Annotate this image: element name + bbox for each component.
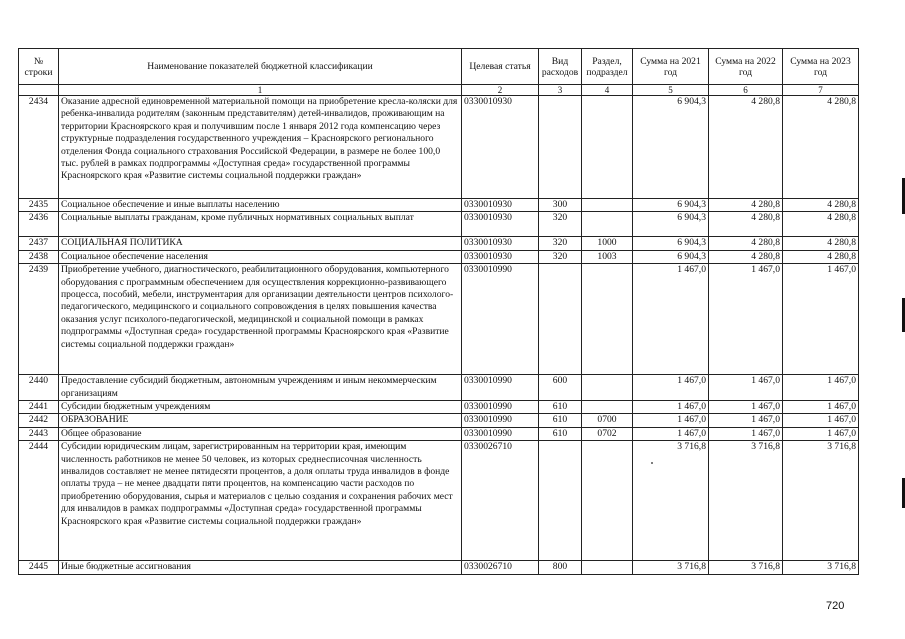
row-sum-2021-cell: 1 467,0 bbox=[633, 427, 709, 440]
row-name-cell: ОБРАЗОВАНИЕ bbox=[59, 414, 462, 427]
row-sum-2021-cell: 1 467,0 bbox=[633, 264, 709, 375]
row-kind-cell: 320 bbox=[539, 250, 582, 263]
row-name-cell: Иные бюджетные ассигнования bbox=[59, 561, 462, 574]
index-cell: 6 bbox=[709, 85, 783, 96]
row-number-cell: 2439 bbox=[19, 264, 59, 375]
index-cell: 7 bbox=[783, 85, 859, 96]
row-sum-2023-cell: 3 716,8 bbox=[783, 441, 859, 561]
row-section-cell: 0700 bbox=[582, 414, 633, 427]
header-row-number: № строки bbox=[19, 49, 59, 85]
row-section-cell bbox=[582, 401, 633, 414]
index-cell: 1 bbox=[59, 85, 462, 96]
row-sum-2022-cell: 4 280,8 bbox=[709, 250, 783, 263]
row-number-cell: 2445 bbox=[19, 561, 59, 574]
row-sum-2022-cell: 4 280,8 bbox=[709, 96, 783, 199]
table-row bbox=[19, 561, 859, 574]
row-target-cell: 0330010930 bbox=[462, 96, 539, 199]
row-sum-2023-cell: 4 280,8 bbox=[783, 96, 859, 199]
table-row bbox=[19, 264, 859, 375]
row-target-cell: 0330010930 bbox=[462, 212, 539, 237]
row-sum-2021-cell: 6 904,3 bbox=[633, 96, 709, 199]
row-section-cell bbox=[582, 561, 633, 574]
row-section-cell bbox=[582, 375, 633, 401]
row-sum-2021-cell: 6 904,3 bbox=[633, 199, 709, 212]
row-target-cell: 0330010930 bbox=[462, 237, 539, 250]
row-number-cell: 2436 bbox=[19, 212, 59, 237]
row-kind-cell bbox=[539, 96, 582, 199]
row-sum-2023-cell: 3 716,8 bbox=[783, 561, 859, 574]
row-number-cell: 2435 bbox=[19, 199, 59, 212]
index-cell: 2 bbox=[462, 85, 539, 96]
row-sum-2022-cell: 1 467,0 bbox=[709, 427, 783, 440]
header-kind: Вид расходов bbox=[539, 49, 582, 85]
row-number-cell: 2437 bbox=[19, 237, 59, 250]
header-name: Наименование показателей бюджетной классификации bbox=[59, 49, 462, 85]
row-number-cell: 2434 bbox=[19, 96, 59, 199]
row-sum-2023-cell: 4 280,8 bbox=[783, 199, 859, 212]
table-row bbox=[19, 401, 859, 414]
row-name-cell: Оказание адресной единовременной материальной помощи на приобретение кресла-коляски для ребенка-инвалида родителям (законным представителям) детей-инвалидов, проживающим на территории Красноярского края и получившим после 1 января 2012 года компенсацию через структурные подразделения государственного учреждения – Красноярского регионального отделения Фонда социального страхования Российской Федерации, в размере не более 100,0 тыс. рублей в рамках подпрограммы «Доступная среда» государственной программы Красноярского края «Развитие системы социальной поддержки граждан» bbox=[59, 96, 462, 199]
table-row bbox=[19, 441, 859, 561]
row-sum-2021-cell: 3 716,8 bbox=[633, 561, 709, 574]
row-number-cell: 2444 bbox=[19, 441, 59, 561]
row-kind-cell: 320 bbox=[539, 212, 582, 237]
row-sum-2021-cell: 1 467,0 bbox=[633, 414, 709, 427]
header-section: Раздел, подраздел bbox=[582, 49, 633, 85]
row-section-cell bbox=[582, 441, 633, 561]
row-sum-2022-cell: 1 467,0 bbox=[709, 264, 783, 375]
row-kind-cell: 610 bbox=[539, 414, 582, 427]
row-name-cell: СОЦИАЛЬНАЯ ПОЛИТИКА bbox=[59, 237, 462, 250]
header-sum-2023: Сумма на 2023 год bbox=[783, 49, 859, 85]
row-sum-2023-cell: 4 280,8 bbox=[783, 250, 859, 263]
row-sum-2021-cell: 1 467,0 bbox=[633, 375, 709, 401]
row-target-cell: 0330010990 bbox=[462, 401, 539, 414]
index-cell: 5 bbox=[633, 85, 709, 96]
row-kind-cell bbox=[539, 264, 582, 375]
row-target-cell: 0330010990 bbox=[462, 414, 539, 427]
index-cell: 4 bbox=[582, 85, 633, 96]
row-section-cell bbox=[582, 199, 633, 212]
table-row bbox=[19, 96, 859, 199]
header-sum-2022: Сумма на 2022 год bbox=[709, 49, 783, 85]
header-target: Целевая статья bbox=[462, 49, 539, 85]
row-sum-2022-cell: 4 280,8 bbox=[709, 212, 783, 237]
table-row bbox=[19, 250, 859, 263]
row-target-cell: 0330026710 bbox=[462, 441, 539, 561]
row-name-cell: Социальные выплаты гражданам, кроме публичных нормативных социальных выплат bbox=[59, 212, 462, 237]
row-kind-cell: 800 bbox=[539, 561, 582, 574]
row-section-cell: 0702 bbox=[582, 427, 633, 440]
row-target-cell: 0330010990 bbox=[462, 427, 539, 440]
row-sum-2022-cell: 1 467,0 bbox=[709, 414, 783, 427]
row-name-cell: Приобретение учебного, диагностического, реабилитационного оборудования, компьютерного оборудования с программным обеспечением для осуществления коррекционно-развивающего процесса, пособий, мебели, инструментария для организации деятельности центров психолого-педагогического, медицинского и социального сопровождения в целях повышения качества оказания услуг психолого-педагогической, медицинской и социальной помощи в рамках подпрограммы «Доступная среда» государственной программы Красноярского края «Развитие системы социальной поддержки граждан» bbox=[59, 264, 462, 375]
row-target-cell: 0330026710 bbox=[462, 561, 539, 574]
row-sum-2021-cell: 6 904,3 bbox=[633, 237, 709, 250]
row-name-cell: Социальное обеспечение населения bbox=[59, 250, 462, 263]
table-row bbox=[19, 199, 859, 212]
row-sum-2021-cell: 3 716,8 bbox=[633, 441, 709, 561]
row-sum-2021-cell: 1 467,0 bbox=[633, 401, 709, 414]
row-kind-cell: 300 bbox=[539, 199, 582, 212]
table-row bbox=[19, 427, 859, 440]
row-kind-cell: 610 bbox=[539, 427, 582, 440]
row-number-cell: 2441 bbox=[19, 401, 59, 414]
row-target-cell: 0330010930 bbox=[462, 250, 539, 263]
row-kind-cell: 320 bbox=[539, 237, 582, 250]
row-number-cell: 2443 bbox=[19, 427, 59, 440]
row-sum-2022-cell: 4 280,8 bbox=[709, 237, 783, 250]
row-sum-2022-cell: 1 467,0 bbox=[709, 375, 783, 401]
row-sum-2022-cell: 1 467,0 bbox=[709, 401, 783, 414]
row-kind-cell: 610 bbox=[539, 401, 582, 414]
row-section-cell bbox=[582, 264, 633, 375]
row-section-cell bbox=[582, 96, 633, 199]
scan-speck bbox=[651, 462, 653, 464]
row-sum-2023-cell: 1 467,0 bbox=[783, 414, 859, 427]
row-section-cell: 1003 bbox=[582, 250, 633, 263]
row-sum-2022-cell: 3 716,8 bbox=[709, 441, 783, 561]
row-sum-2021-cell: 6 904,3 bbox=[633, 250, 709, 263]
row-name-cell: Социальное обеспечение и иные выплаты населению bbox=[59, 199, 462, 212]
row-kind-cell bbox=[539, 441, 582, 561]
row-sum-2021-cell: 6 904,3 bbox=[633, 212, 709, 237]
row-number-cell: 2442 bbox=[19, 414, 59, 427]
row-sum-2023-cell: 1 467,0 bbox=[783, 375, 859, 401]
row-kind-cell: 600 bbox=[539, 375, 582, 401]
table-row bbox=[19, 237, 859, 250]
row-sum-2022-cell: 3 716,8 bbox=[709, 561, 783, 574]
row-target-cell: 0330010930 bbox=[462, 199, 539, 212]
row-name-cell: Общее образование bbox=[59, 427, 462, 440]
budget-table bbox=[18, 48, 859, 575]
row-target-cell: 0330010990 bbox=[462, 264, 539, 375]
row-name-cell: Субсидии юридическим лицам, зарегистрированным на территории края, имеющим численность работников не менее 50 человек, из которых среднесписочная численность инвалидов составляет не менее пятидесяти процентов, а доля оплаты труда инвалидов в фонде оплаты труда – не менее двадцати пяти процентов, на компенсацию части расходов по приобретению оборудования, сырья и материалов с целью создания и сохранения рабочих мест для инвалидов в рамках подпрограммы «Доступная среда» государственной программы Красноярского края «Развитие системы социальной поддержки граждан» bbox=[59, 441, 462, 561]
column-index-row bbox=[19, 85, 859, 96]
index-cell bbox=[19, 85, 59, 96]
table-row bbox=[19, 414, 859, 427]
row-section-cell bbox=[582, 212, 633, 237]
header-sum-2021: Сумма на 2021 год bbox=[633, 49, 709, 85]
row-sum-2023-cell: 1 467,0 bbox=[783, 264, 859, 375]
row-name-cell: Предоставление субсидий бюджетным, автономным учреждениям и иным некоммерческим организациям bbox=[59, 375, 462, 401]
header-row bbox=[19, 49, 859, 85]
page-number: 720 bbox=[826, 600, 845, 612]
row-section-cell: 1000 bbox=[582, 237, 633, 250]
row-sum-2023-cell: 4 280,8 bbox=[783, 212, 859, 237]
row-sum-2023-cell: 1 467,0 bbox=[783, 401, 859, 414]
row-target-cell: 0330010990 bbox=[462, 375, 539, 401]
index-cell: 3 bbox=[539, 85, 582, 96]
row-number-cell: 2440 bbox=[19, 375, 59, 401]
table-row bbox=[19, 212, 859, 237]
row-number-cell: 2438 bbox=[19, 250, 59, 263]
table-row bbox=[19, 375, 859, 401]
row-sum-2023-cell: 1 467,0 bbox=[783, 427, 859, 440]
row-sum-2023-cell: 4 280,8 bbox=[783, 237, 859, 250]
row-sum-2022-cell: 4 280,8 bbox=[709, 199, 783, 212]
row-name-cell: Субсидии бюджетным учреждениям bbox=[59, 401, 462, 414]
